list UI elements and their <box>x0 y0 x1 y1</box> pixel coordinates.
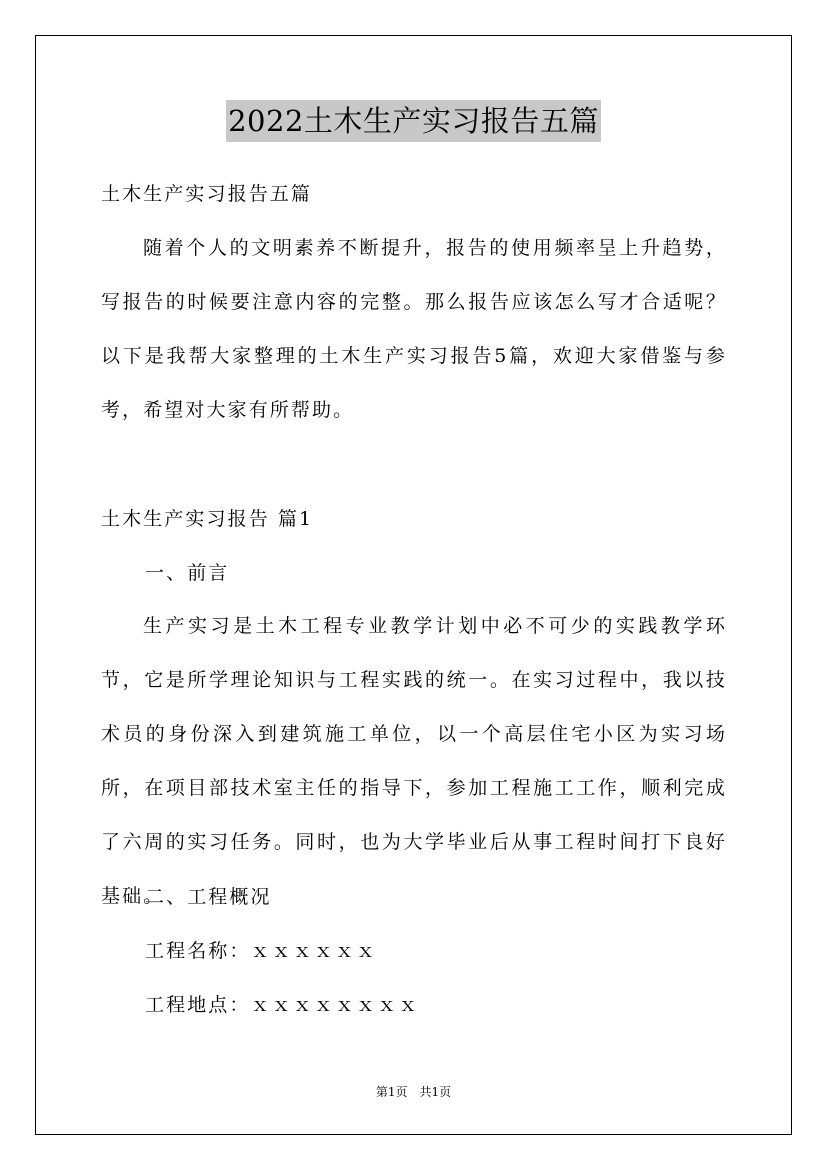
heading-preface: 一、前言 <box>145 562 230 584</box>
section-title: 土木生产实习报告 篇1 <box>101 508 314 530</box>
page-footer: 第1页 共1页 <box>375 1085 452 1099</box>
project-name: 工程名称：ｘｘｘｘｘｘ <box>145 940 378 962</box>
document-title: 2022土木生产实习报告五篇 <box>226 100 601 142</box>
subtitle: 土木生产实习报告五篇 <box>101 183 313 205</box>
project-location: 工程地点：ｘｘｘｘｘｘｘｘ <box>145 994 420 1016</box>
intro-paragraph: 随着个人的文明素养不断提升，报告的使用频率呈上升趋势，写报告的时候要注意内容的完整。那么报告应该怎么写才合适呢？以下是我帮大家整理的土木生产实习报告5篇，欢迎大家借鉴与参考，希望对大家有所帮助。 <box>101 237 727 421</box>
title-wrap <box>0 100 827 142</box>
preface-paragraph: 生产实习是土木工程专业教学计划中必不可少的实践教学环节，它是所学理论知识与工程实践的统一。在实习过程中，我以技术员的身份深入到建筑施工单位，以一个高层住宅小区为实习场所，在项目部技术室主任的指导下，参加工程施工工作，顺利完成了六周的实习任务。同时，也为大学毕业后从事工程时间打下良好基础。 <box>101 615 727 907</box>
heading-overview: 二、工程概况 <box>145 886 272 908</box>
